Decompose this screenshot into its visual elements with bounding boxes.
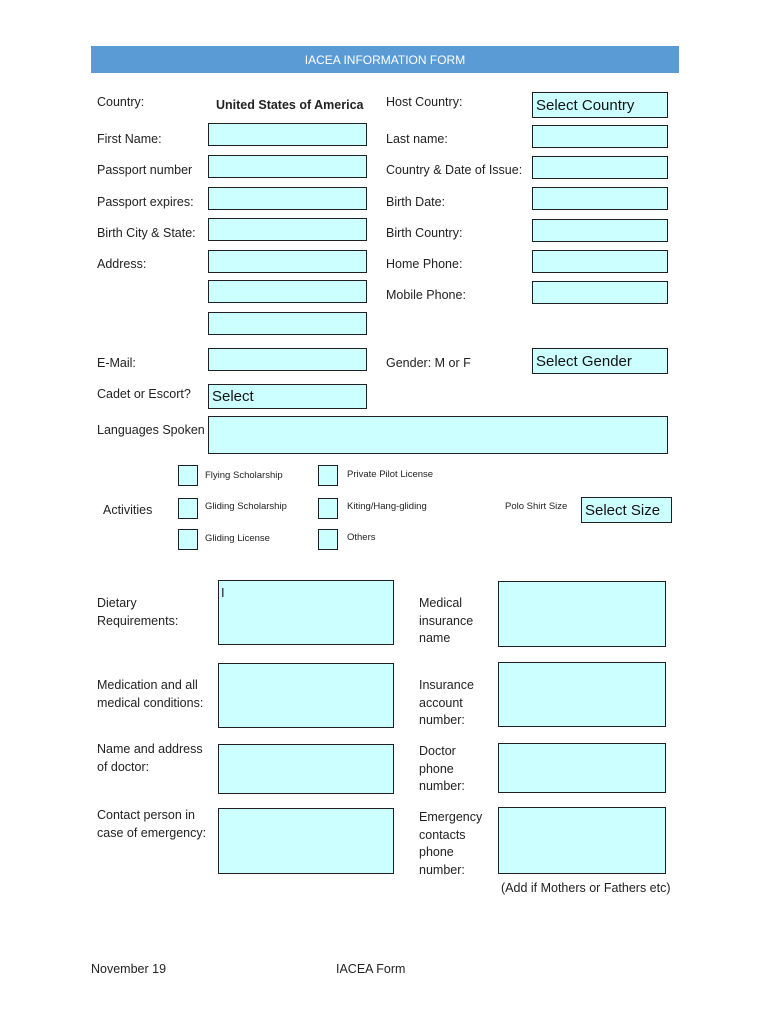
medication-field[interactable] [218,663,394,728]
kiting-hang-gliding-checkbox[interactable] [318,498,338,519]
footer-form-name: IACEA Form [336,962,406,976]
contact-field[interactable] [218,808,394,874]
mobile-phone-field[interactable] [532,281,668,304]
host-country-label: Host Country: [386,95,463,109]
gliding-license-checkbox[interactable] [178,529,198,550]
doctor-phone-field[interactable] [498,743,666,793]
country-value: United States of America [216,98,364,112]
emergency-note: (Add if Mothers or Fathers etc) [501,881,671,895]
private-pilot-license-checkbox[interactable] [318,465,338,486]
first-name-label: First Name: [97,132,162,146]
birth-city-field[interactable] [208,218,367,241]
birth-date-field[interactable] [532,187,668,210]
emergency-phone-field[interactable] [498,807,666,874]
gender-select[interactable]: Select Gender [532,348,668,374]
address-line-1-field[interactable] [208,250,367,273]
gender-label: Gender: M or F [386,356,471,370]
languages-label: Languages Spoken [97,423,205,437]
activities-label: Activities [103,503,153,517]
contact-label: Contact person in case of emergency: [97,808,207,840]
private-pilot-license-label: Private Pilot License [347,469,434,480]
email-field[interactable] [208,348,367,371]
gliding-license-label: Gliding License [205,533,270,544]
medication-label: Medication and all medical conditions: [97,678,204,710]
insurance-account-label: Insurance account number: [419,678,474,727]
country-label: Country: [97,95,145,109]
last-name-field[interactable] [532,125,668,148]
passport-number-label: Passport number [97,163,193,177]
flying-scholarship-checkbox[interactable] [178,465,198,486]
others-checkbox[interactable] [318,529,338,550]
first-name-field[interactable] [208,123,367,146]
emergency-phone-label: Emergency contacts phone number: [419,810,483,877]
others-label: Others [347,532,376,543]
cadet-escort-label: Cadet or Escort? [97,387,191,401]
address-label: Address: [97,257,147,271]
birth-date-label: Birth Date: [386,195,446,209]
dietary-label: Dietary Requirements: [97,596,179,628]
footer-date: November 19 [91,962,167,976]
last-name-label: Last name: [386,132,448,146]
insurance-name-label: Medical insurance name [419,596,474,645]
birth-country-field[interactable] [532,219,668,242]
insurance-account-field[interactable] [498,662,666,727]
home-phone-label: Home Phone: [386,257,463,271]
kiting-hang-gliding-label: Kiting/Hang-gliding [347,501,427,512]
passport-expires-label: Passport expires: [97,195,194,209]
doctor-phone-label: Doctor phone number: [419,744,465,793]
mobile-phone-label: Mobile Phone: [386,288,466,302]
doctor-label: Name and address of doctor: [97,742,203,774]
text-cursor: I [221,585,225,600]
gliding-scholarship-label: Gliding Scholarship [205,501,287,512]
address-line-3-field[interactable] [208,312,367,335]
insurance-name-field[interactable] [498,581,666,647]
birth-country-label: Birth Country: [386,226,463,240]
form-title-banner: IACEA INFORMATION FORM [91,46,679,73]
languages-field[interactable] [208,416,668,454]
doctor-field[interactable] [218,744,394,794]
home-phone-field[interactable] [532,250,668,273]
cadet-escort-select[interactable]: Select [208,384,367,409]
address-line-2-field[interactable] [208,280,367,303]
passport-number-field[interactable] [208,155,367,178]
polo-shirt-size-label: Polo Shirt Size [505,501,568,512]
email-label: E-Mail: [97,356,136,370]
birth-city-label: Birth City & State: [97,226,196,240]
country-date-issue-label: Country & Date of Issue: [386,163,523,177]
flying-scholarship-label: Flying Scholarship [205,470,283,481]
host-country-select[interactable]: Select Country [532,92,668,118]
dietary-field[interactable] [218,580,394,645]
passport-expires-field[interactable] [208,187,367,210]
gliding-scholarship-checkbox[interactable] [178,498,198,519]
country-date-issue-field[interactable] [532,156,668,179]
polo-shirt-size-select[interactable]: Select Size [581,497,672,523]
